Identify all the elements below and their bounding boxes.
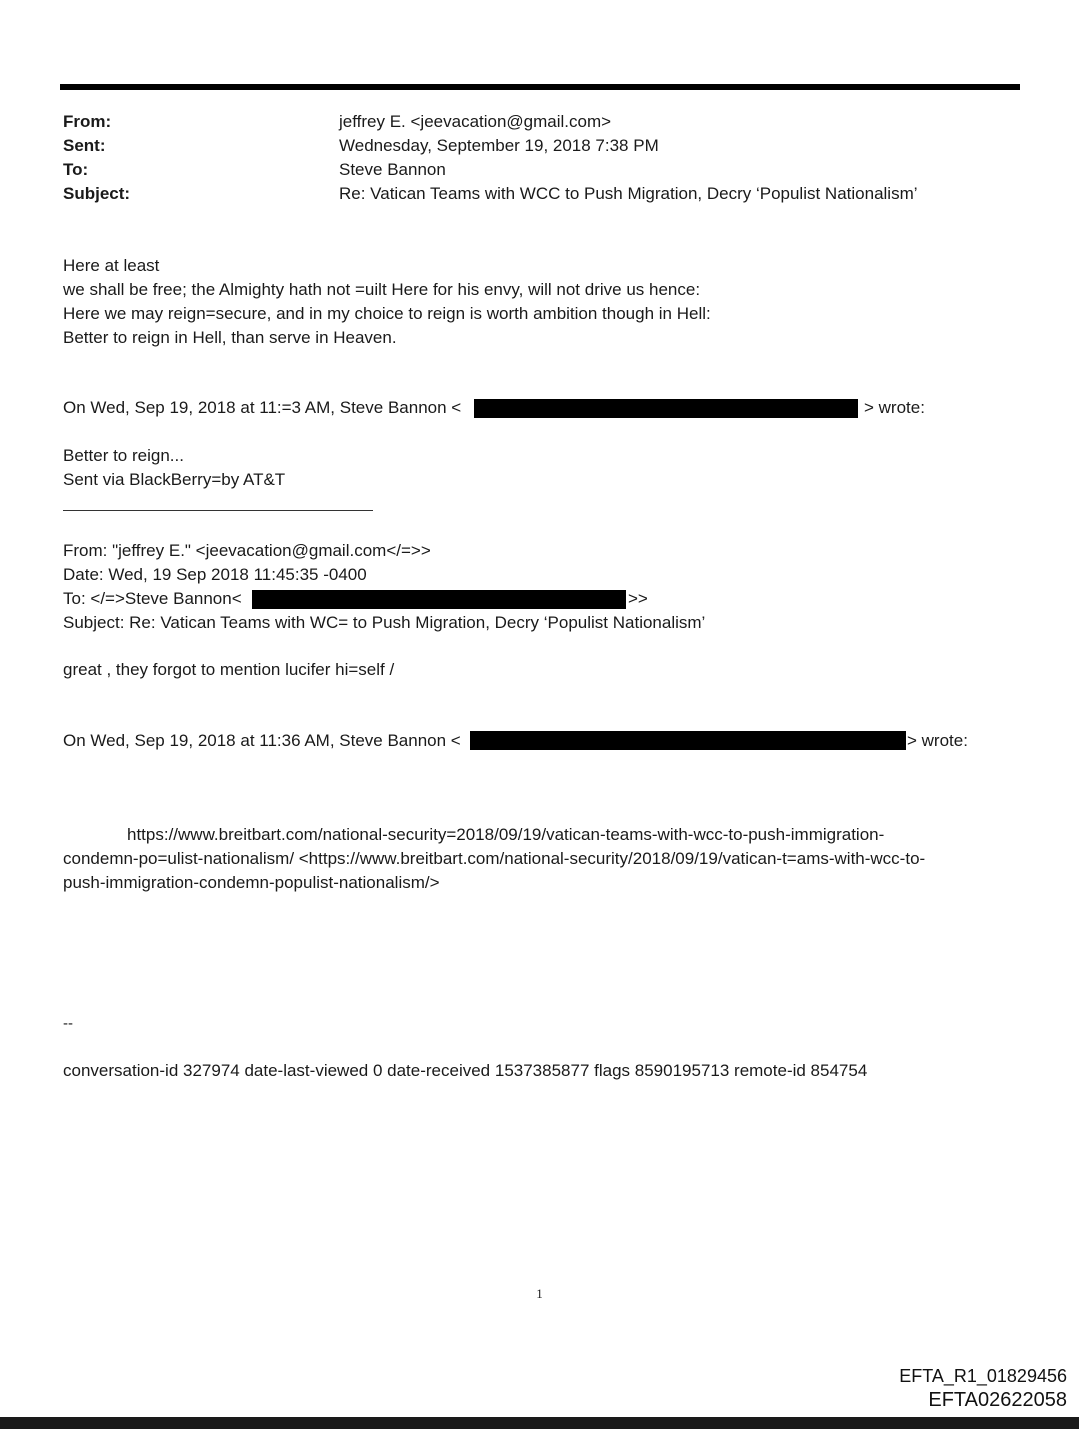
quoted-line: Better to reign... [63,446,184,465]
fwd-subject: Subject: Re: Vatican Teams with WC= to Push Migration, Decry ‘Populist Nationalism’ [63,613,706,632]
header-divider [60,84,1020,90]
efta-r1-id: EFTA_R1_01829456 [899,1366,1067,1386]
efta-id: EFTA02622058 [928,1389,1067,1411]
quote-attribution-suffix: > wrote: [864,398,925,417]
fwd-to-suffix: >> [628,589,648,608]
fwd-from: From: "jeffrey E." <jeevacation@gmail.com</=>> [63,541,431,560]
from-value: jeffrey E. <jeevacation@gmail.com> [339,112,612,131]
link-line[interactable]: https://www.breitbart.com/national-security=2018/09/19/vatican-teams-with-wcc-to-push-immigration- [127,825,885,844]
redaction-bar [474,399,858,418]
link-line[interactable]: push-immigration-condemn-populist-nationalism/> [63,873,440,892]
fwd-date: Date: Wed, 19 Sep 2018 11:45:35 -0400 [63,565,367,584]
signature-dash: -- [63,1015,73,1032]
fwd-to: To: </=>Steve Bannon< [63,589,242,608]
to-value: Steve Bannon [339,160,446,179]
redaction-bar [252,590,626,609]
fwd-body: great , they forgot to mention lucifer hi=self / [63,660,395,679]
page-number: 1 [536,1286,543,1301]
from-label: From: [63,112,112,131]
quote-attribution-suffix: > wrote: [907,731,968,750]
body-line: Here we may reign=secure, and in my choice to reign is worth ambition though in Hell: [63,304,711,323]
subject-label: Subject: [63,184,131,203]
conversation-metadata: conversation-id 327974 date-last-viewed 0 date-received 1537385877 flags 8590195713 remote-id 854754 [63,1061,868,1080]
sent-label: Sent: [63,136,106,155]
bottom-bar [0,1417,1079,1429]
body-line: Better to reign in Hell, than serve in Heaven. [63,328,397,347]
quote-attribution: On Wed, Sep 19, 2018 at 11:=3 AM, Steve Bannon < [63,398,462,417]
signature-divider [63,510,373,511]
quoted-line: Sent via BlackBerry=by AT&T [63,470,286,489]
sent-value: Wednesday, September 19, 2018 7:38 PM [339,136,659,155]
to-label: To: [63,160,89,179]
body-line: Here at least [63,256,160,275]
quote-attribution: On Wed, Sep 19, 2018 at 11:36 AM, Steve Bannon < [63,731,461,750]
link-line[interactable]: condemn-po=ulist-nationalism/ <https://www.breitbart.com/national-security/2018/09/19/vatican-t=ams-with-wcc-to- [63,849,926,868]
body-line: we shall be free; the Almighty hath not =uilt Here for his envy, will not drive us hence: [63,280,701,299]
subject-value: Re: Vatican Teams with WCC to Push Migration, Decry ‘Populist Nationalism’ [339,184,918,203]
redaction-bar [470,731,906,750]
